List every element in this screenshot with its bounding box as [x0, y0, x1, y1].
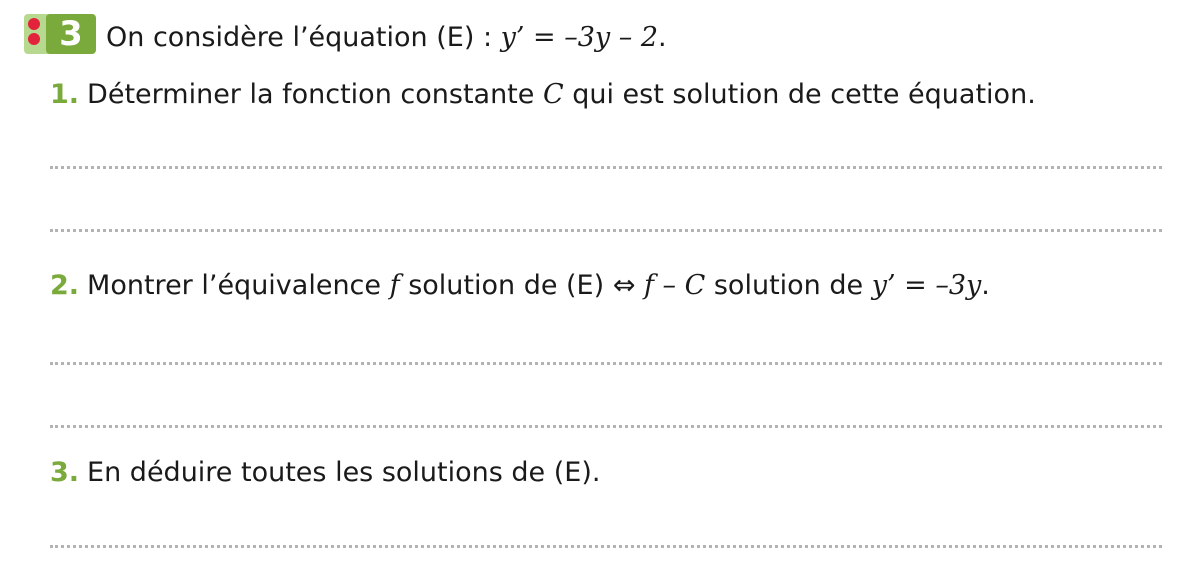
statement-text: On considère l’équation (E) : [106, 22, 501, 53]
answer-line[interactable] [50, 425, 1162, 428]
exercise-statement [106, 20, 667, 56]
question-math: f [389, 270, 400, 301]
statement-end: . [658, 22, 667, 53]
difficulty-dot [28, 33, 40, 45]
question-text: qui est solution de cette équation. [563, 79, 1036, 110]
statement-equation: y’ = –3y – 2 [500, 22, 659, 53]
question-1 [50, 77, 1036, 113]
question-text: Montrer l’équivalence [87, 270, 390, 301]
exercise-badge [22, 12, 98, 56]
question-number: 2. [50, 270, 80, 301]
question-3 [50, 455, 600, 491]
question-math: C [542, 79, 564, 110]
answer-line[interactable] [50, 545, 1162, 548]
question-number: 1. [50, 79, 80, 110]
question-text: . [981, 270, 990, 301]
question-math: f – C [643, 270, 706, 301]
answer-line[interactable] [50, 229, 1162, 232]
question-text: solution de [705, 270, 872, 301]
question-text: En déduire toutes les solutions de (E). [87, 457, 601, 488]
question-2 [50, 268, 990, 304]
question-text: Déterminer la fonction constante [87, 79, 543, 110]
question-text: solution de (E) ⇔ [399, 270, 644, 301]
exercise-number: 3 [46, 14, 96, 54]
answer-line[interactable] [50, 362, 1162, 365]
difficulty-dot [28, 18, 40, 30]
question-math: y’ = –3y [871, 270, 982, 301]
difficulty-dots-icon [28, 18, 42, 52]
answer-line[interactable] [50, 166, 1162, 169]
question-number: 3. [50, 457, 80, 488]
